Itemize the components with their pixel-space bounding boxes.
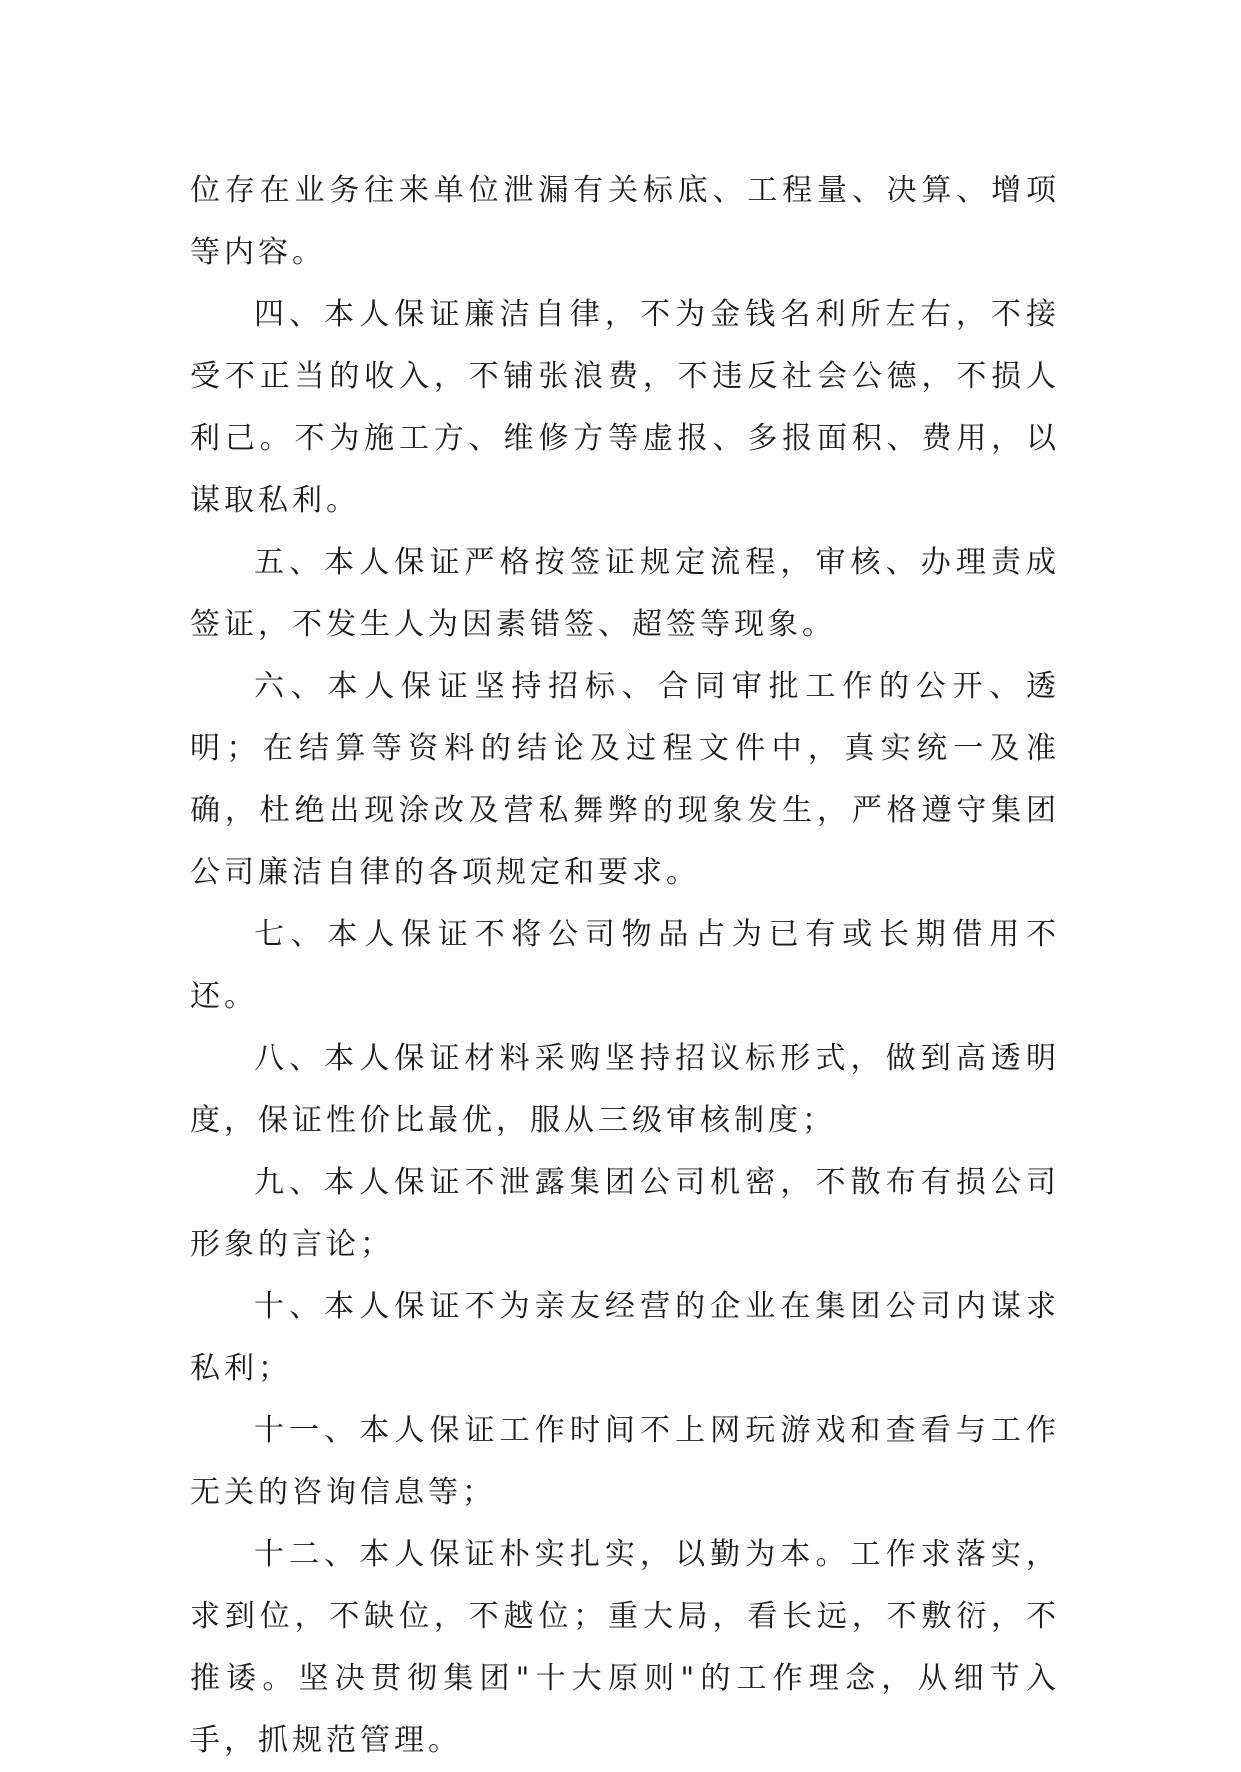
paragraph-item-6: 六、本人保证坚持招标、合同审批工作的公开、透明；在结算等资料的结论及过程文件中，真实统一及准确，杜绝出现涂改及营私舞弊的现象发生，严格遵守集团公司廉洁自律的各项规定和要求。 xyxy=(190,669,1060,890)
paragraph-continuation: 位存在业务往来单位泄漏有关标底、工程量、决算、增项等内容。 xyxy=(190,173,1060,270)
paragraph-item-7: 七、本人保证不将公司物品占为已有或长期借用不还。 xyxy=(190,917,1060,1014)
document-body xyxy=(190,160,1060,1772)
paragraph-item-4: 四、本人保证廉洁自律，不为金钱名利所左右，不接受不正当的收入，不铺张浪费，不违反社会公德，不损人利己。不为施工方、维修方等虚报、多报面积、费用，以谋取私利。 xyxy=(190,297,1060,518)
paragraph-item-11: 十一、本人保证工作时间不上网玩游戏和查看与工作无关的咨询信息等； xyxy=(190,1413,1060,1510)
paragraph-item-10: 十、本人保证不为亲友经营的企业在集团公司内谋求私利； xyxy=(190,1289,1060,1386)
paragraph-item-8: 八、本人保证材料采购坚持招议标形式，做到高透明度，保证性价比最优，服从三级审核制度； xyxy=(190,1041,1060,1138)
paragraph-item-12: 十二、本人保证朴实扎实，以勤为本。工作求落实，求到位，不缺位，不越位；重大局，看长远，不敷衍，不推诿。坚决贯彻集团"十大原则"的工作理念，从细节入手，抓规范管理。 xyxy=(190,1537,1060,1758)
paragraph-item-5: 五、本人保证严格按签证规定流程，审核、办理责成签证，不发生人为因素错签、超签等现象。 xyxy=(190,545,1060,642)
paragraph-item-9: 九、本人保证不泄露集团公司机密，不散布有损公司形象的言论； xyxy=(190,1165,1060,1262)
